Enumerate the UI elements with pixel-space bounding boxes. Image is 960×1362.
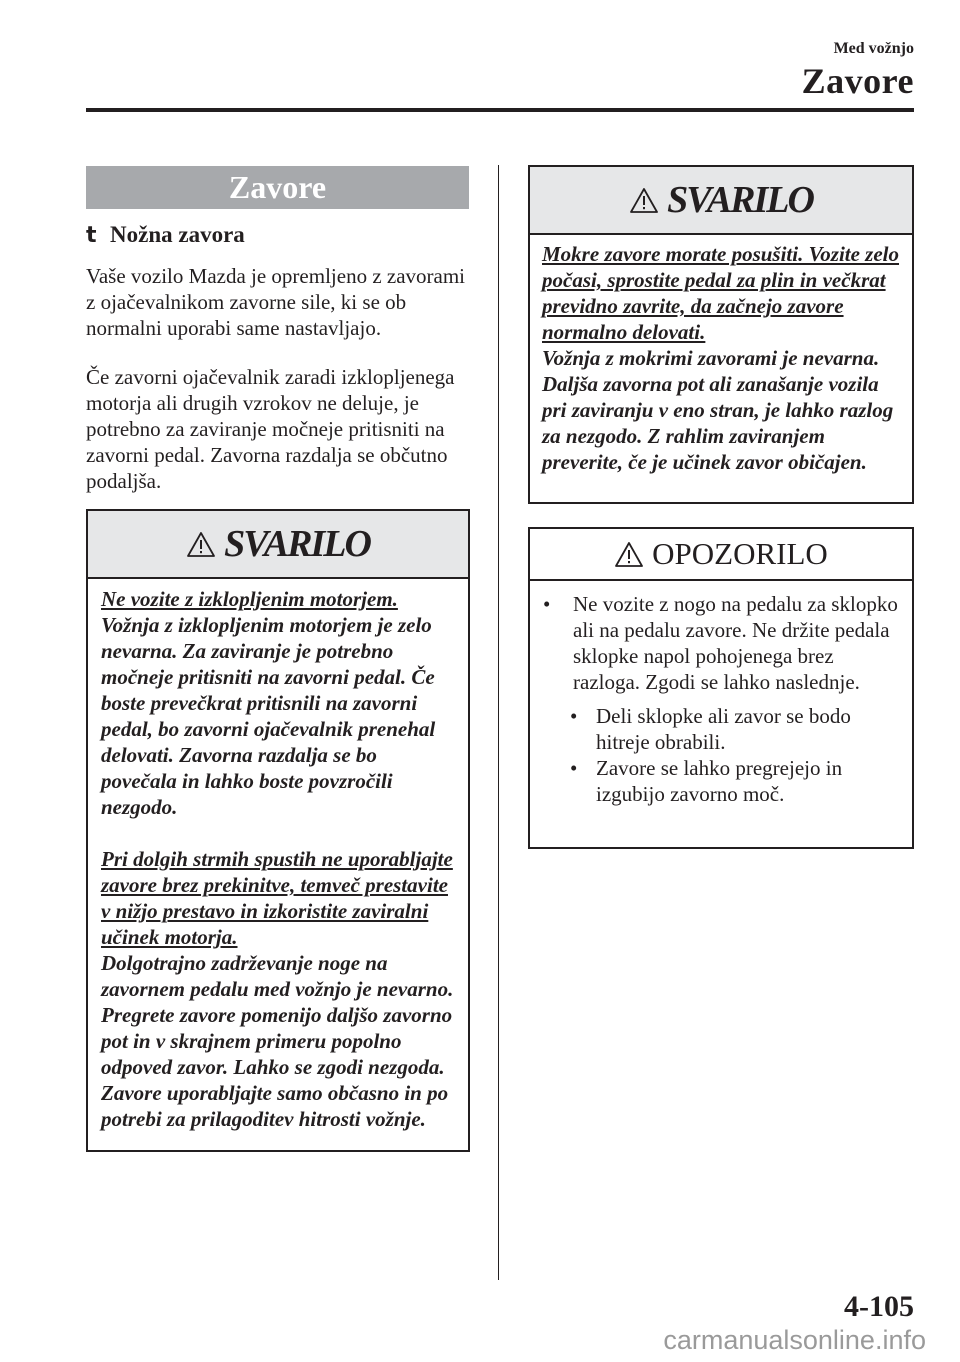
warning-emphasis: Mokre zavore morate posušiti. Vozite zelo počasi, sprostite pedal za plin in večkrat previdno zavrite, da začnejo zavore normalno delovati. bbox=[542, 242, 900, 344]
caution-box-header bbox=[530, 529, 912, 581]
list-item bbox=[570, 755, 900, 807]
footer-watermark: carmanualsonline.info bbox=[663, 1325, 926, 1355]
spacer bbox=[101, 820, 456, 846]
warning-title: SVARILO bbox=[667, 179, 813, 221]
bullet: • bbox=[543, 592, 551, 616]
caution-subitem-text: Deli sklopke ali zavor se bodo hitreje obrabili. bbox=[596, 704, 851, 754]
warning-box-body bbox=[88, 579, 468, 1142]
warning-box-header bbox=[88, 511, 468, 579]
caution-subitem-text: Zavore se lahko pregrejejo in izgubijo zavorno moč. bbox=[596, 756, 843, 806]
list-item bbox=[540, 591, 900, 695]
header-title: Zavore bbox=[801, 61, 914, 101]
warning-text: Vožnja z mokrimi zavorami je nevarna. Daljša zavorna pot ali zanašanje vozila pri zaviranju v eno stran, je lahko razlog za nezgodo. Z rahlim zaviranjem preverite, če je učinek zavor običajen. bbox=[542, 346, 894, 474]
warning-triangle-icon bbox=[629, 187, 659, 214]
warning-text-1: Vožnja z izklopljenim motorjem je zelo nevarna. Za zaviranje je potrebno močneje pritisniti na zavorni pedal. Če boste prevečkrat pritisnili na zavorni pedal, bo zavorni ojačevalnik prenehal delovati. Zavorna razdalja se bo povečala in lahko boste povzročili nezgodo. bbox=[101, 613, 436, 819]
list-item bbox=[570, 703, 900, 755]
subheading-marker: t bbox=[86, 223, 97, 248]
warning-title: SVARILO bbox=[224, 523, 370, 565]
sub-bullet: • bbox=[570, 756, 578, 780]
warning-box-body bbox=[530, 235, 912, 485]
paragraph-2: Če zavorni ojačevalnik zaradi izklopljenega motorja ali drugih vzrokov ne deluje, je potrebno za zaviranje močneje pritisniti na zavorni pedal. Zavorna razdalja se občutno podaljša. bbox=[86, 365, 455, 493]
paragraph-1: Vaše vozilo Mazda je opremljeno z zavorami z ojačevalnikom zavorne sile, ki se ob normalni uporabi same nastavljajo. bbox=[86, 264, 466, 340]
sub-bullet: • bbox=[570, 704, 578, 728]
subheading bbox=[86, 222, 245, 248]
section-title: Zavore bbox=[86, 166, 469, 209]
column-divider bbox=[498, 165, 499, 1280]
warning-box-right bbox=[528, 165, 914, 504]
subheading-text: Nožna zavora bbox=[110, 222, 245, 247]
warning-emphasis-1: Ne vozite z izklopljenim motorjem. bbox=[101, 587, 398, 611]
warning-triangle-icon bbox=[186, 531, 216, 558]
caution-box bbox=[528, 527, 914, 849]
header-rule bbox=[86, 108, 914, 112]
caution-item-text: Ne vozite z nogo na pedalu za sklopko ali na pedalu zavore. Ne držite pedala sklopke napol pohojenega brez razloga. Zgodi se lahko naslednje. bbox=[573, 592, 898, 694]
header-subtitle: Med vožnjo bbox=[833, 40, 914, 57]
caution-box-body bbox=[530, 581, 912, 817]
caution-title: OPOZORILO bbox=[652, 536, 828, 571]
page-number: 4-105 bbox=[844, 1290, 914, 1323]
warning-emphasis-2: Pri dolgih strmih spustih ne uporabljajte zavore brez prekinitve, temveč prestavite v nižjo prestavo in izkoristite zaviralni učinek motorja. bbox=[101, 847, 453, 949]
warning-box-left bbox=[86, 509, 470, 1152]
warning-text-2: Dolgotrajno zadrževanje noge na zavornem pedalu med vožnjo je nevarno. Pregrete zavore pomenijo daljšo zavorno pot in v skrajnem primeru popolno odpoved zavor. Lahko se zgodi nezgoda. Zavore uporabljajte samo občasno in po potrebi za prilagoditev hitrosti vožnje. bbox=[101, 951, 454, 1131]
warning-box-header bbox=[530, 167, 912, 235]
warning-triangle-icon bbox=[614, 541, 644, 568]
